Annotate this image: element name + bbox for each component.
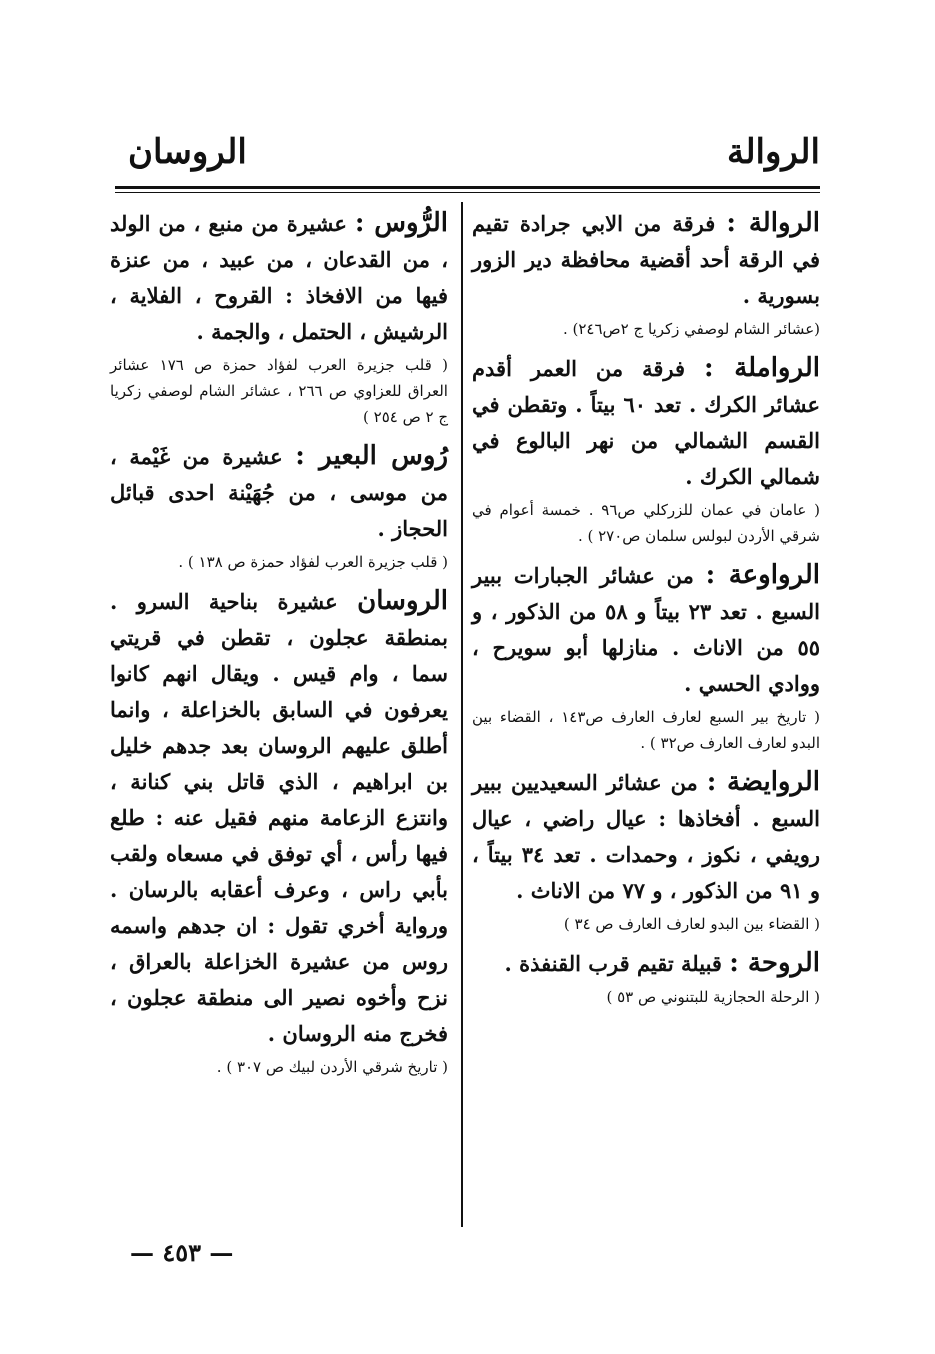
entry [472, 205, 820, 342]
entry-source: ( تاريخ بير السبع لعارف العارف ص١٤٣ ، القضاء بين البدو لعارف العارف ص٣٢ ) . [472, 708, 820, 752]
entry-text: من عشائر الجبارات ببير السبع . تعد ٢٣ بيتاً و ٥٨ من الذكور ، و ٥٥ من الاناث . منازلها أبو سويرح ، ووادي الحسي . [472, 563, 820, 696]
entry-text: قبيلة تقيم قرب القنفذة . [504, 951, 722, 976]
entry-headword: الروايضة : [706, 767, 820, 797]
left-column [110, 205, 448, 1088]
entry-source: ( عامان في عمان للزركلي ص٩٦ . خمسة أعوام في شرقي الأردن لبولس سلمان ص٢٧٠ ) . [472, 501, 821, 545]
entry [110, 438, 448, 575]
entry [110, 583, 448, 1080]
entry-headword: الرواوعة : [705, 560, 820, 590]
entry-headword: الروالة : [726, 208, 821, 238]
entry-text: عشيرة من غَيْمة ، من موسى ، من جُهَيْنة احدى قبائل الحجاز . [110, 444, 448, 541]
entry-source: ( قلب جزيرة العرب لفؤاد حمزة ص ١٧٦ عشائر العراق للعزاوي ص ٢٦٦ ، عشائر الشام لوصفي زكريا ج ٢ ص ٢٥٤ ) [110, 356, 448, 426]
right-column [472, 205, 820, 1018]
entry-source: ( القضاء بين البدو لعارف العارف ص ٣٤ ) [563, 915, 820, 933]
entry-source: ( تاريخ شرقي الأردن لبيك ص ٣٠٧ ) . [216, 1058, 448, 1076]
header-rule-thin [115, 192, 820, 193]
entry-text: فرقة من الابي جرادة تقيم في الرقة أحد أقضية محافظة دير الزور بسورية . [472, 211, 820, 308]
entry-text: فرقة من العمر أقدم عشائر الكرك . تعد ٦٠ بيتاً . وتقطن في القسم الشمالي من نهر البالوع في شمالي الكرك . [472, 356, 820, 489]
entry [472, 350, 820, 549]
entry-source: ( الرحلة الحجازية للبتنوني ص ٥٣ ) [606, 988, 820, 1006]
entry-headword: الروسان [357, 586, 448, 616]
entry [472, 945, 820, 1010]
entry-text: عشيرة من منبع ، من الولد ، من القدعان ، من عبيد ، من عنزة فيها من الافخاذ : القروح ، الفلاية ، الرشيش ، الحتمل ، والجمة . [110, 211, 448, 344]
entry-text: عشيرة بناحية السرو . بمنطقة عجلون ، تقطن في قريتي سما ، وام قيس . ويقال انهم كانوا يعرفون في السابق بالخزاعلة ، وانما أطلق عليهم الروسان بعد جدهم خليل بن ابراهيم ، الذي قاتل بني كنانة ، وانتزع الزعامة منهم فقيل عنه : طلع فيها رأس ، أي توفق في مسعاه ولقب بأبي راس ، وعرف أعقابه بالرسان . ورواية أخري تقول : ان جدهم واسمه روس من عشيرة الخزاعلة بالعراق ، نزح وأخوه نصير الى منطقة عجلون ، فخرج منه الروسان . [110, 589, 448, 1046]
entry [110, 205, 448, 430]
entry-headword: الرواملة : [703, 353, 820, 383]
entry-source: ( قلب جزيرة العرب لفؤاد حمزة ص ١٣٨ ) . [178, 553, 448, 571]
entry-text: من عشائر السعيديين ببير السبع . أفخاذها : عيال راضي ، عيال رويفي ، نكوز ، وحمدات . تعد ٣٤ بيتاً ، و ٩١ من الذكور ، و ٧٧ من الاناث . [472, 770, 820, 903]
entry [472, 557, 820, 756]
entry-headword: الرُّوس : [354, 208, 449, 238]
header-rule [115, 186, 820, 189]
page-number: — ٤٥٣ — [130, 1238, 234, 1267]
entry-headword: رُوس البعير : [295, 441, 449, 471]
entry-headword: الروحة : [729, 948, 820, 978]
entry-source: (عشائر الشام لوصفي زكريا ج ٢ص٢٤٦) . [562, 320, 820, 338]
running-header-left: الروسان [128, 132, 247, 172]
entry [472, 764, 820, 937]
column-divider [461, 202, 463, 1227]
running-header-right: الروالة [726, 132, 820, 172]
